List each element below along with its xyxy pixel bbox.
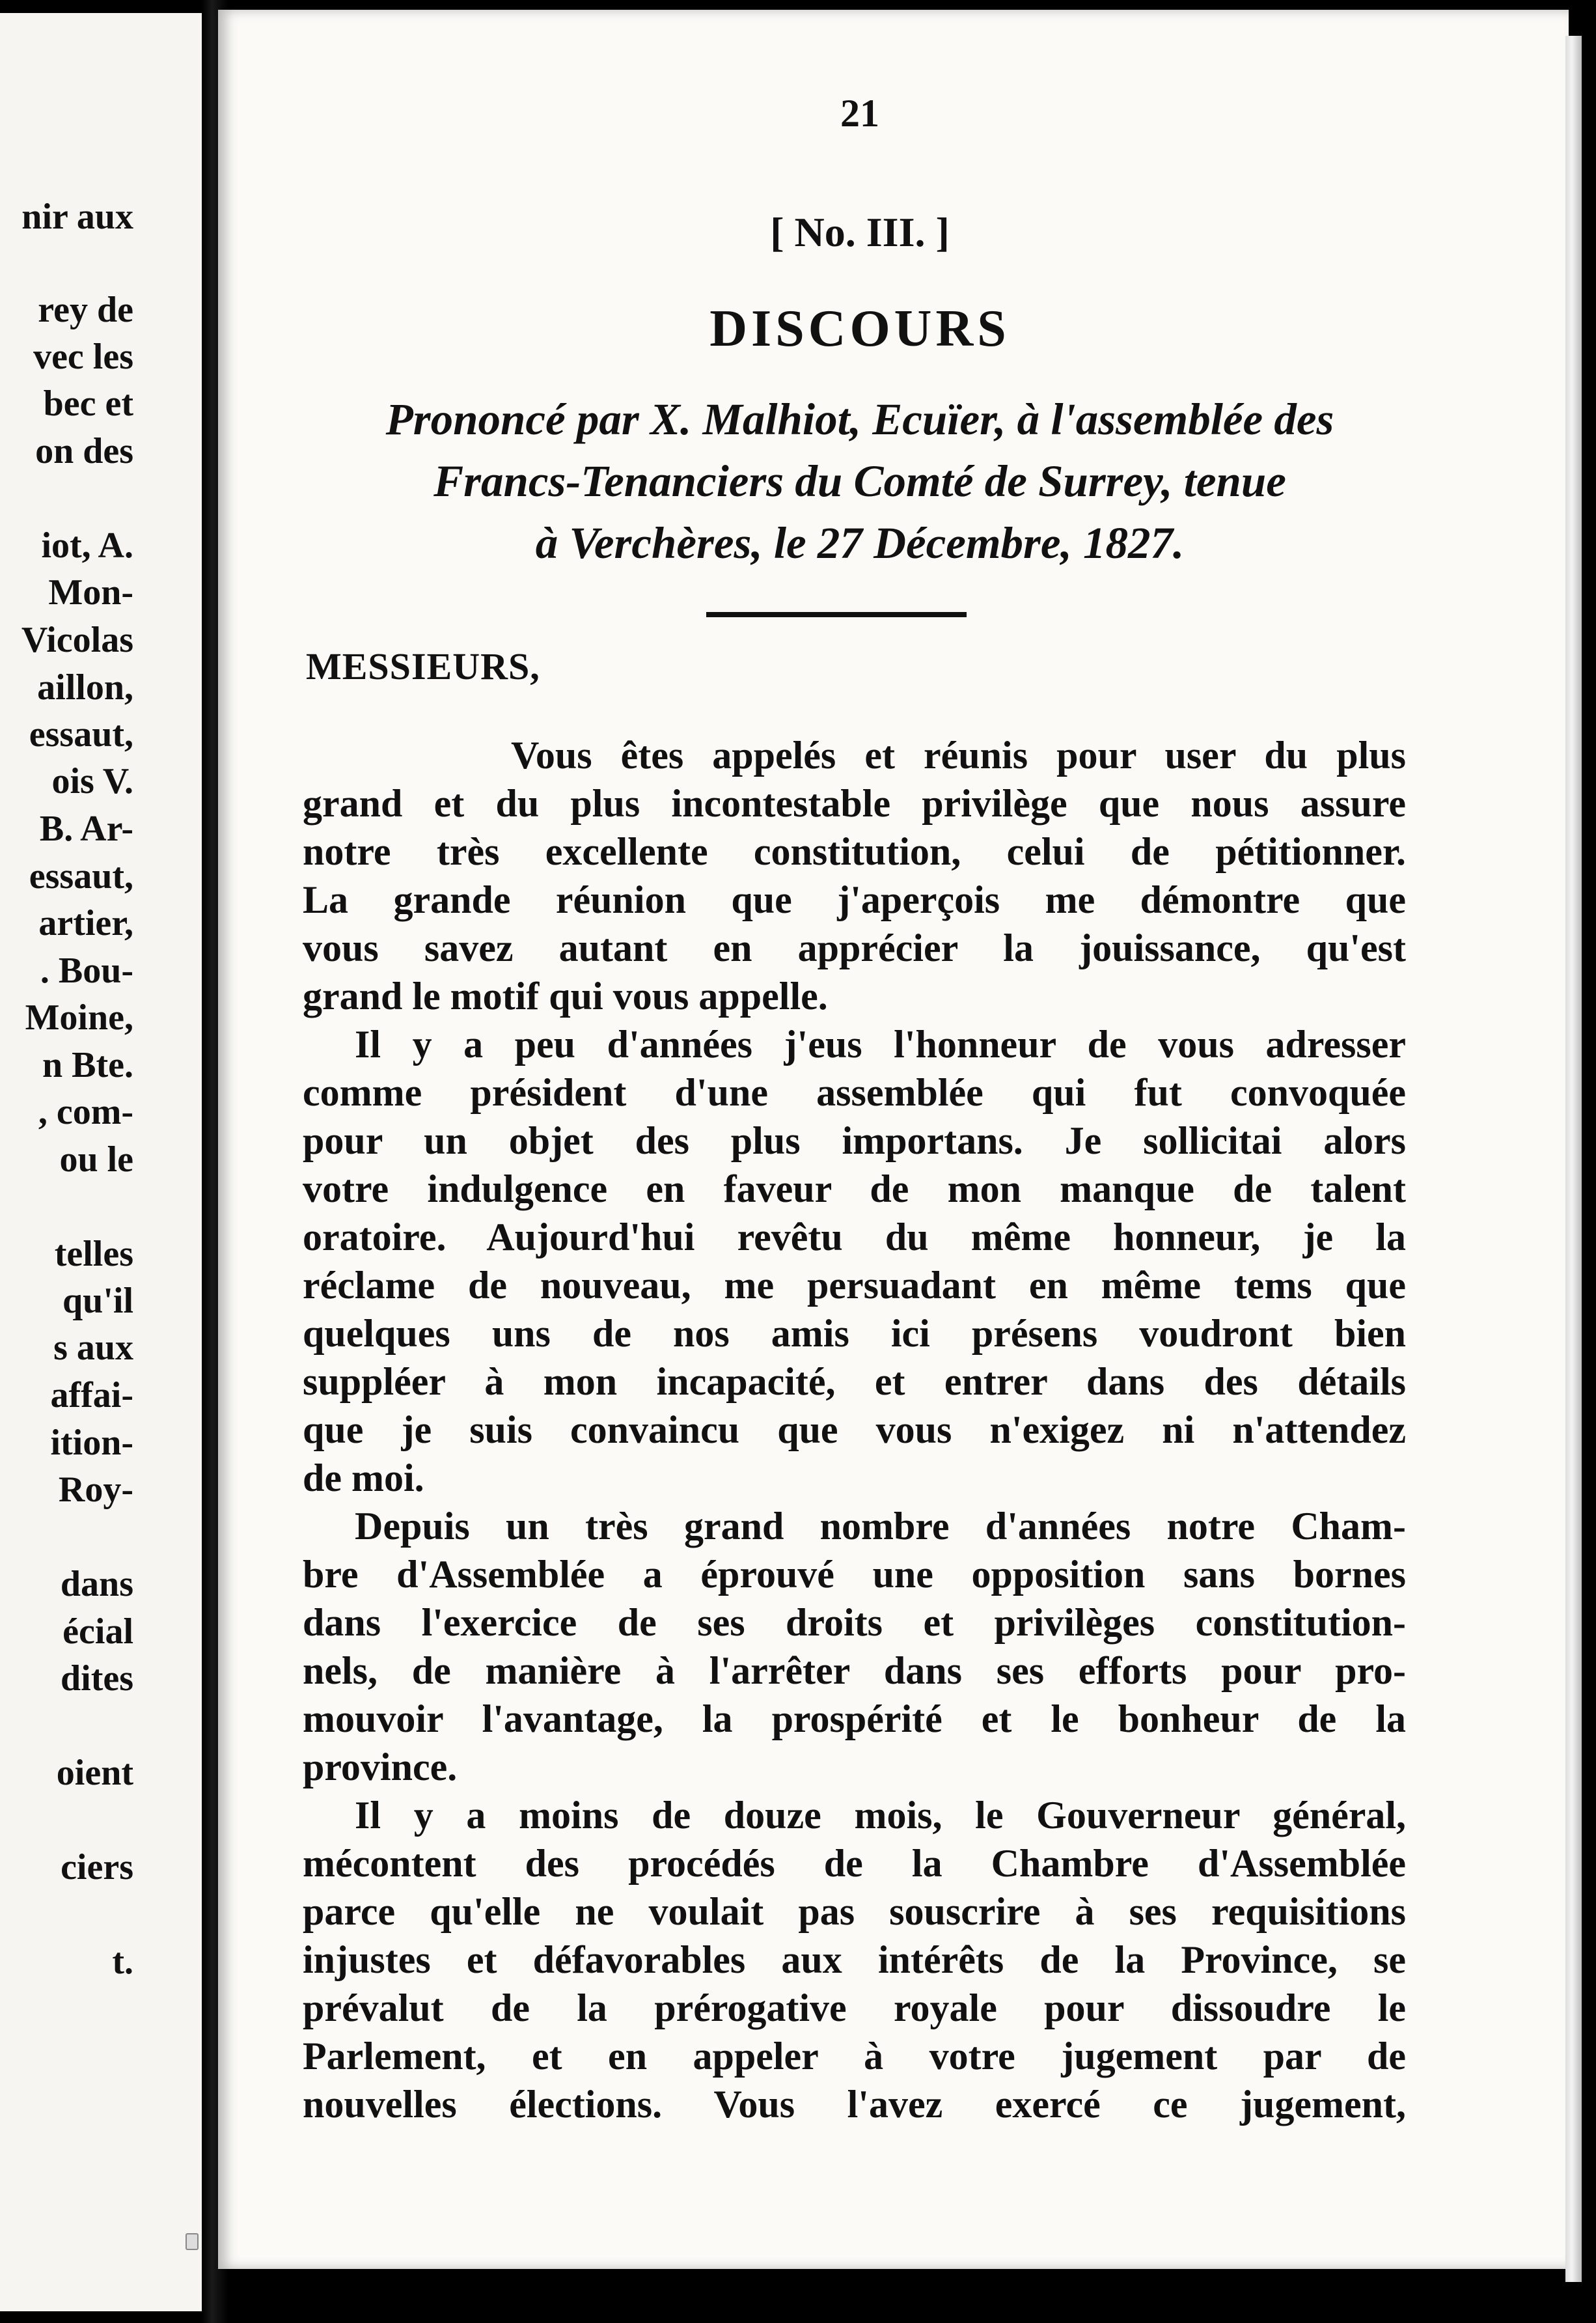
- page-tab-icon: [186, 2233, 199, 2250]
- left-page-line: artier,: [38, 903, 133, 943]
- body-line: comme président d'une assemblée qui fut convoquée: [303, 1071, 1406, 1114]
- body-line: votre indulgence en faveur de mon manque de talent: [303, 1167, 1406, 1210]
- left-page-line: Roy-: [58, 1469, 133, 1510]
- body-line: que je suis convaincu que vous n'exigez ni n'attendez: [303, 1408, 1406, 1451]
- left-page-line: Moine,: [25, 997, 133, 1038]
- left-page-line: dites: [61, 1658, 133, 1699]
- left-page-line: Mon-: [48, 572, 133, 613]
- body-line: parce qu'elle ne voulait pas souscrire à ses requisitions: [303, 1890, 1406, 1933]
- left-page-line: ou le: [59, 1139, 133, 1180]
- body-line: nels, de manière à l'arrêter dans ses efforts pour pro-: [303, 1649, 1406, 1692]
- body-line: Parlement, et en appeler à votre jugement par de: [303, 2035, 1406, 2078]
- left-page-line: rey de: [38, 290, 133, 330]
- left-page-line: ciers: [61, 1847, 133, 1887]
- left-page-line: ition-: [50, 1423, 133, 1463]
- body-line: mécontent des procédés de la Chambre d'Assemblée: [303, 1842, 1406, 1885]
- body-line: injustes et défavorables aux intérêts de la Province, se: [303, 1938, 1406, 1981]
- left-page-line: t.: [112, 1941, 133, 1982]
- body-line: quelques uns de nos amis ici présens voudront bien: [303, 1312, 1406, 1355]
- body-line: dans l'exercice de ses droits et privilèges constitution-: [303, 1601, 1406, 1644]
- body-line: réclame de nouveau, me persuadant en même tems que: [303, 1264, 1406, 1307]
- body-line: Depuis un très grand nombre d'années notre Cham-: [355, 1505, 1406, 1548]
- page-edge: [1565, 36, 1582, 2282]
- left-page-line: . Bou-: [40, 951, 133, 991]
- left-page-line: nir aux: [21, 197, 133, 237]
- body-line: grand le motif qui vous appelle.: [303, 975, 828, 1018]
- left-page-line: oient: [56, 1753, 133, 1793]
- body-line: province.: [303, 1746, 458, 1788]
- subtitle-line: à Verchères, le 27 Décembre, 1827.: [535, 518, 1185, 568]
- left-page-line: essaut,: [29, 856, 133, 897]
- body-line: prévalut de la prérogative royale pour dissoudre le: [303, 1986, 1406, 2029]
- left-page-line: , com-: [38, 1092, 133, 1132]
- body-line: Il y a moins de douze mois, le Gouverneur général,: [355, 1794, 1406, 1837]
- left-page-line: s aux: [53, 1328, 133, 1368]
- left-page-line: telles: [54, 1234, 133, 1274]
- body-line: La grande réunion que j'aperçois me démontre que: [303, 878, 1406, 921]
- left-page-line: n Bte.: [42, 1045, 133, 1085]
- left-page-line: dans: [60, 1564, 133, 1604]
- left-page-line: vec les: [33, 337, 133, 377]
- left-page-line: affai-: [50, 1375, 133, 1415]
- left-page-line: écial: [62, 1611, 133, 1652]
- left-page-line: essaut,: [29, 714, 133, 755]
- body-line: pour un objet des plus importans. Je sollicitai alors: [303, 1119, 1406, 1162]
- body-line: grand et du plus incontestable privilège que nous assure: [303, 782, 1406, 825]
- salutation: MESSIEURS,: [306, 645, 540, 688]
- left-page-line: qu'il: [62, 1281, 133, 1321]
- body-line: notre très excellente constitution, celui de pétitionner.: [303, 830, 1406, 873]
- body-line: oratoire. Aujourd'hui revêtu du même honneur, je la: [303, 1216, 1406, 1259]
- body-line: suppléer à mon incapacité, et entrer dans des détails: [303, 1360, 1406, 1403]
- body-line: de moi.: [303, 1456, 424, 1499]
- subtitle-line: Prononcé par X. Malhiot, Ecuïer, à l'assemblée des: [385, 395, 1334, 444]
- left-page-line: on des: [35, 431, 133, 471]
- document-number: [ No. III. ]: [770, 209, 950, 255]
- left-page-line: bec et: [43, 383, 133, 424]
- subtitle-line: Francs-Tenanciers du Comté de Surrey, tenue: [433, 456, 1286, 506]
- body-line: Vous êtes appelés et réunis pour user du plus: [511, 734, 1406, 777]
- left-page-line: aillon,: [37, 667, 133, 708]
- body-line: nouvelles élections. Vous l'avez exercé ce jugement,: [303, 2083, 1406, 2126]
- body-line: bre d'Assemblée a éprouvé une opposition sans bornes: [303, 1553, 1406, 1596]
- body-line: mouvoir l'avantage, la prospérité et le bonheur de la: [303, 1697, 1406, 1740]
- title-rule: [706, 612, 967, 617]
- left-page-line: iot, A.: [41, 525, 133, 566]
- left-page-line: Vicolas: [21, 620, 133, 660]
- page-title: DISCOURS: [709, 300, 1010, 357]
- left-page-line: ois V.: [51, 761, 133, 801]
- body-line: Il y a peu d'années j'eus l'honneur de vous adresser: [355, 1023, 1406, 1066]
- page-number: 21: [840, 92, 879, 135]
- left-page-line: B. Ar-: [39, 809, 133, 849]
- body-line: vous savez autant en apprécier la jouissance, qu'est: [303, 926, 1406, 969]
